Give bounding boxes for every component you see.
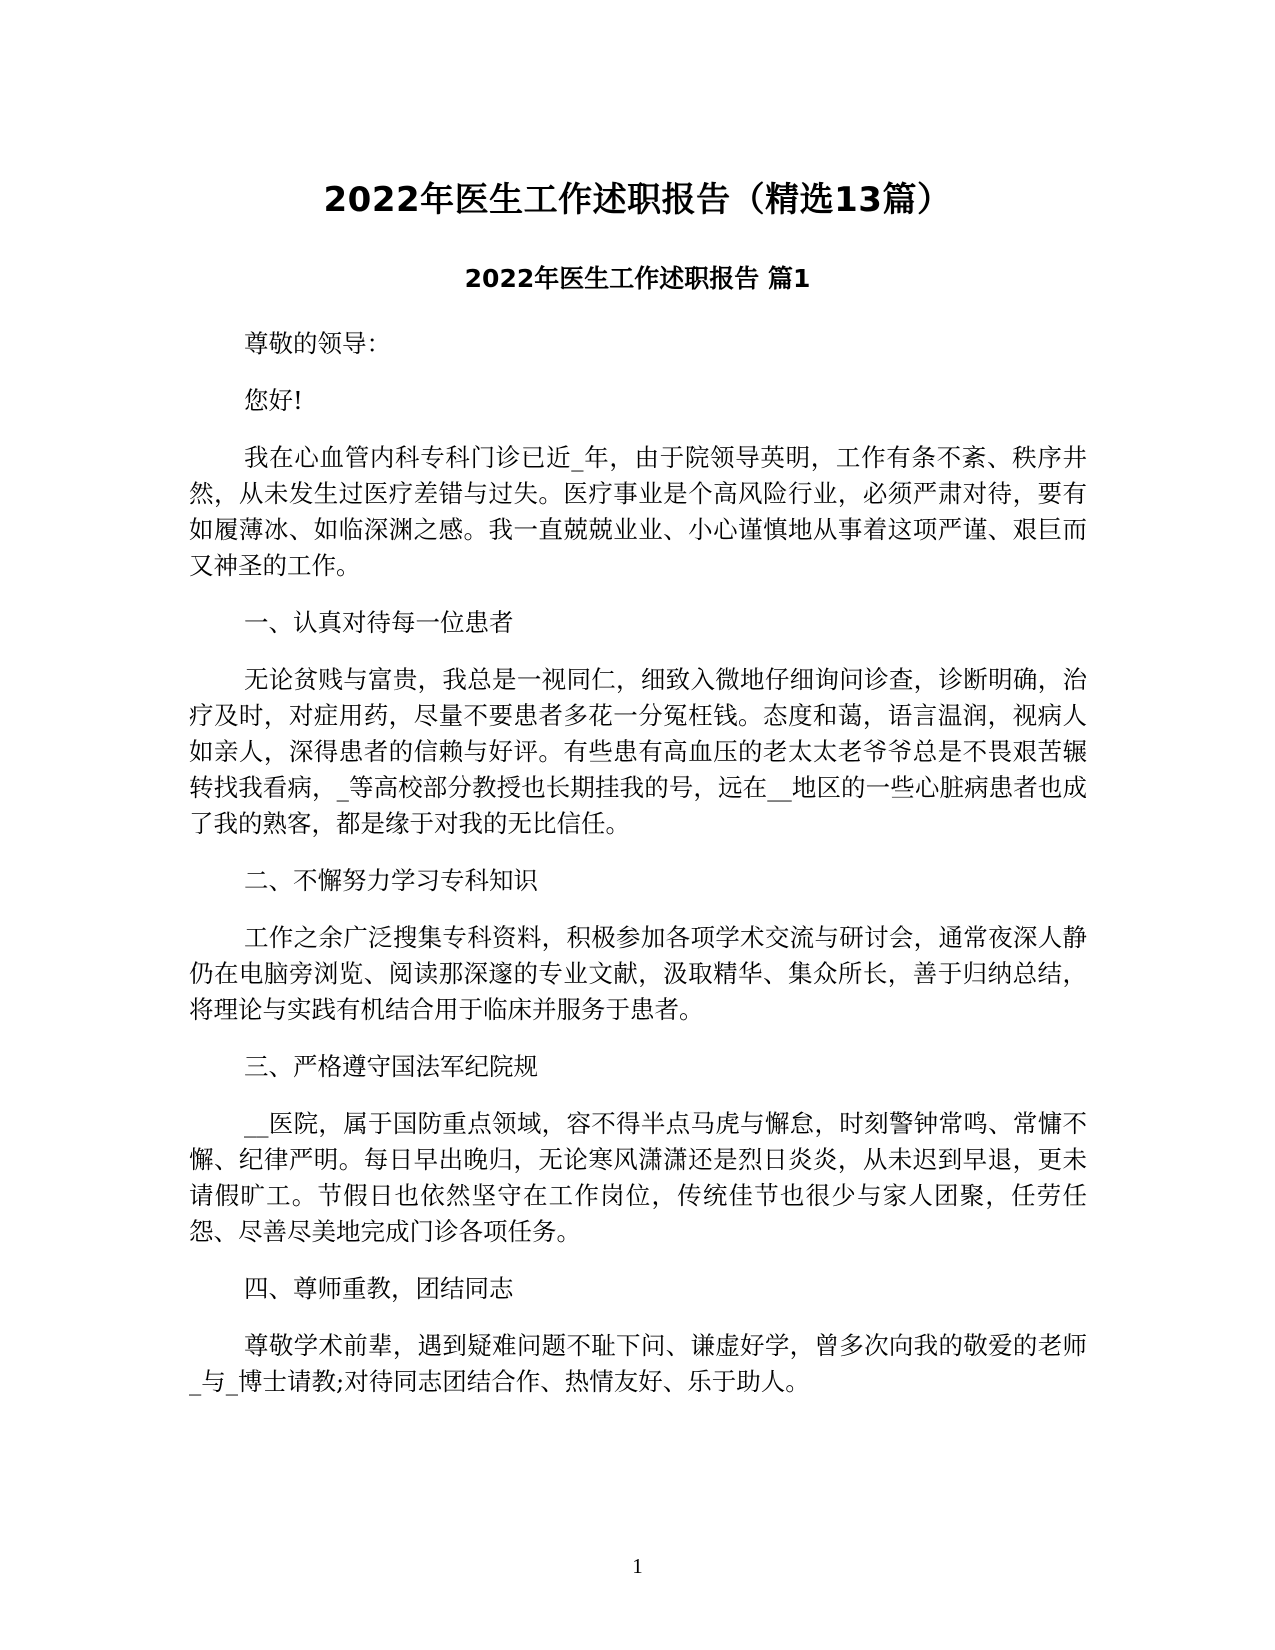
heading-1: 一、认真对待每一位患者 bbox=[244, 608, 514, 637]
greeting: 您好! bbox=[244, 386, 303, 415]
paragraph-4: 尊敬学术前辈，遇到疑难问题不耻下问、谦虚好学，曾多次向我的敬爱的老师_与_博士请教;对待同志团结合作、热情友好、乐于助人。 bbox=[189, 1331, 1087, 1396]
heading-2: 二、不懈努力学习专科知识 bbox=[244, 866, 538, 895]
paragraph-3: __医院，属于国防重点领域，容不得半点马虎与懈怠，时刻警钟常鸣、常慵不懈、纪律严明。每日早出晚归，无论寒风潇潇还是烈日炎炎，从未迟到早退，更未请假旷工。节假日也依然坚守在工作岗位，传统佳节也很少与家人团聚，任劳任怨、尽善尽美地完成门诊各项任务。 bbox=[189, 1109, 1087, 1246]
paragraph-1: 无论贫贱与富贵，我总是一视同仁，细致入微地仔细询问诊查，诊断明确，治疗及时，对症用药，尽量不要患者多花一分冤枉钱。态度和蔼，语言温润，视病人如亲人，深得患者的信赖与好评。有些患有高血压的老太太老爷爷总是不畏艰苦辗转找我看病，_等高校部分教授也长期挂我的号，远在__地区的一些心脏病患者也成了我的熟客，都是缘于对我的无比信任。 bbox=[189, 665, 1087, 838]
document-title: 2022年医生工作述职报告（精选13篇） bbox=[323, 180, 952, 220]
section-title: 2022年医生工作述职报告 篇1 bbox=[464, 264, 811, 293]
document-body bbox=[189, 326, 1087, 1421]
paragraph-2: 工作之余广泛搜集专科资料，积极参加各项学术交流与研讨会，通常夜深人静仍在电脑旁浏览、阅读那深邃的专业文献，汲取精华、集众所长，善于归纳总结，将理论与实践有机结合用于临床并服务于患者。 bbox=[189, 923, 1087, 1024]
salutation: 尊敬的领导： bbox=[244, 329, 391, 358]
heading-4: 四、尊师重教，团结同志 bbox=[244, 1274, 514, 1303]
paragraph-intro: 我在心血管内科专科门诊已近_年，由于院领导英明，工作有条不紊、秩序井然，从未发生过医疗差错与过失。医疗事业是个高风险行业，必须严肃对待，要有如履薄冰、如临深渊之感。我一直兢兢业业、小心谨慎地从事着这项严谨、艰巨而又神圣的工作。 bbox=[189, 443, 1087, 580]
page-number: 1 bbox=[632, 1554, 643, 1578]
heading-3: 三、严格遵守国法军纪院规 bbox=[244, 1052, 538, 1081]
